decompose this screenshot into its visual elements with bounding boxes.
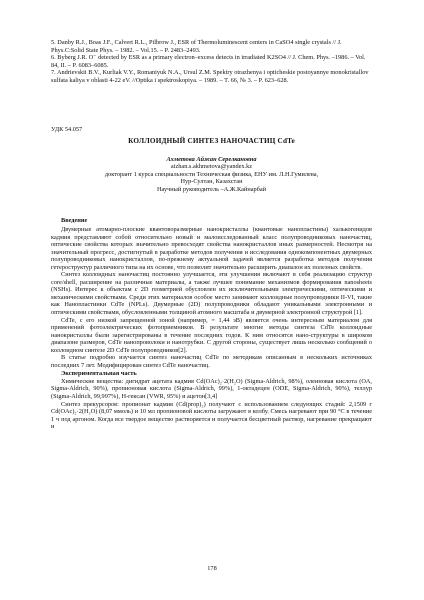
supervisor: Научный руководитель –А.Ж.Кайнарбай (156, 185, 267, 193)
paragraph: Двумерные атомарно-плоские квантоворазмерные нанокристаллы (квантовые нанопластины) халькогенидов кадмия представляют собой относительно новый и малоисследованный класс полупроводниковых наночастиц, оптические свойства которых значительно превосходят свойства нанокристаллов иных размерностей. Несмотря на значительный прогресс, достигнутый в разработке методов получения и исследования однокомпонентных двумерных полупроводниковых нанокристаллов, по-прежнему актуальной задачей является разработка методов получения гетероструктур различного типа на их основе, что позволит значительно расширить диапазон их полезных свойств. (51, 226, 372, 271)
paragraph: CdTe, с его низкой запрещенной зоной (например, = 1,44 эВ) является очень интересным материалом для применений фотоэлектрических фотоприемников. В результате многие методы синтеза CdTe коллоидные нанокристаллы были зарегистрированы в течение последних годов. К ним относятся нано-структуры в широком диапазоне размеров, CdTe нанопроволоки и нанотрубки. С другой стороны, существует лишь несколько сообщений о коллоидном синтезе 2D CdTe полупроводников[2]. (51, 316, 372, 354)
section-heading-experimental: Экспериментальная часть (61, 370, 137, 378)
page-number: 178 (207, 565, 217, 572)
introduction-body (51, 226, 372, 431)
author-name: Ахметова Айжан Серелкановна (166, 156, 257, 163)
udk-code: УДК 54.057 (51, 126, 83, 133)
paragraph: В статье подробно изучается синтез наночастиц CdTe по методикам описанным в нескольких источниках последних 7 лет. Модифицирован синтез CdTe наночастиц. (51, 354, 372, 369)
author-city: Нур-Султан, Казахстан (180, 178, 243, 186)
paragraph: Синтез прекурсоров: пропионат кадмия (Cd(prop)₂) получают с использованием следующих стадий: 2,1509 г Cd(OAc)₂·2(H₂O) (8,07 ммоль) и 10 мл пропионовой кислоты загружают в колбу. Смесь нагревают при 90 °С в течение 1 ч под аргоном. Когда все твердое вещество растворяется и получается бесцветный раствор, нагревание прекращают и (51, 400, 372, 431)
reference-item: 7. Andrievskii B.V., Kurliak V.Y., Romaniyuk N.A., Ursul Z.M. Spektry otrazhenya i opticheskie postoyannye monokristallov sulfata kaliya v oblasti 4-22 eV. //Optika i spektroskopiya. – 1989. – T. 66, № 3. – P. 623–628. (51, 69, 369, 84)
author-position: докторант 1 курса специальности Техническая физика, ЕНУ им. Л.Н.Гумилева, (104, 170, 319, 178)
author-block (51, 156, 372, 193)
paragraph: Химические вещества: дигидрат ацетата кадмия Cd(OAc)₂·2(H₂O) (Sigma-Aldrich, 98%), олеиновая кислота (OA, Sigma-Aldrich, 90%), пропионовая кислота (Sigma-Aldrich, 99%), 1-октадецен (ODE, Sigma-Aldrich, 90%), теллур (Sigma-Aldrich, 99,997%), Н-гексан (VWR, 95%) и ацетон[3,4] (51, 377, 372, 401)
article-title: КОЛЛОИДНЫЙ СИНТЕЗ НАНОЧАСТИЦ CdTe (128, 137, 295, 145)
author-email: aizhan.s.akhmetova@yandex.kz (170, 163, 253, 171)
reference-list (51, 39, 372, 84)
section-heading-introduction: Введение (61, 217, 88, 224)
reference-item: 5. Danby R.J., Boas J.F., Calvert R.L., Pilbrow J., ESR of Thermoluminescent centers in CaSO4 single crystals // J. Phys.C:Solid State Phys. – 1982. – Vol.15. – P. 2483–2493. (51, 39, 342, 54)
paragraph: Синтез коллоидных наночастиц постоянно улучшается, эти улучшения включают в себя реализацию структур core/shell, расширение на различные материалы, а также лучшее понимание механизмов формирования nanosheets (NSHs). Интерес к объектам с 2D геометрией обусловлен их исключительными электрическими, оптическими и механическими свойствами. Среди этих материалов особое место занимают коллоидные полупроводники II-VI, такие как Нанопластинки CdTe (NPLs). Двумерные (2D) полупроводники обладают уникальными электронными и оптическими свойствами, обусловленными толщиной атомного масштаба и двумерной электронной структурой [1]. (51, 271, 372, 317)
reference-item: 6. Byberg J.R. O⁻ detected by ESR as a primary electron–excess detects in irradiated K2SO4 // J. Chem. Phys. –1986. – Vol. 84, II. – P. 6083–6085. (51, 54, 366, 69)
